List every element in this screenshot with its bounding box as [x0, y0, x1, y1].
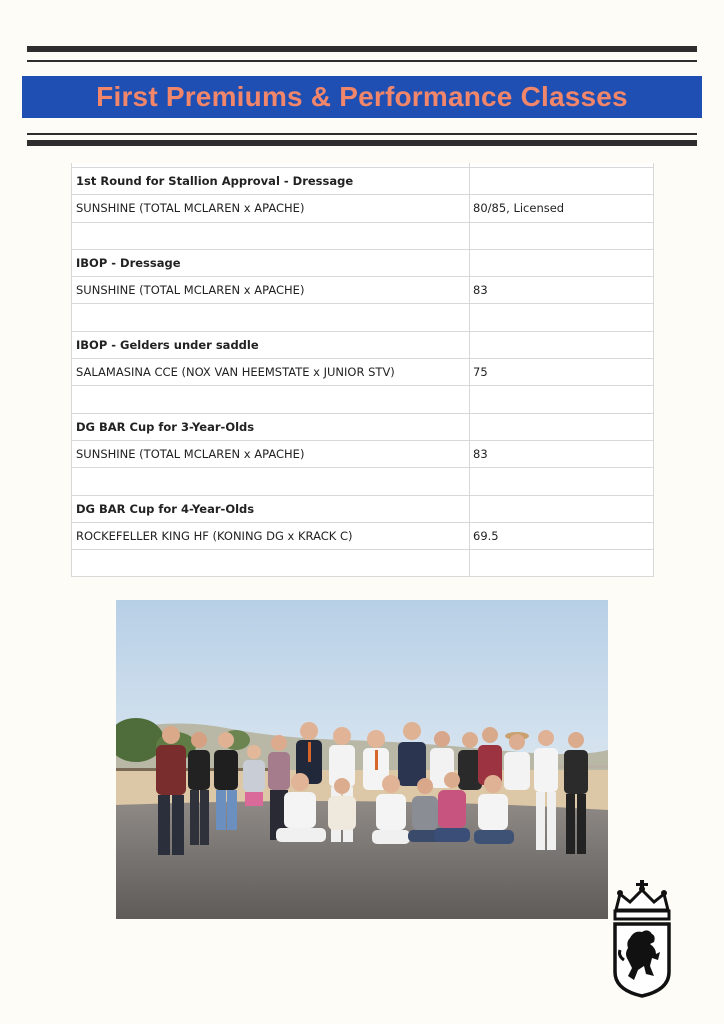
score: 83	[470, 277, 654, 304]
spacer-row	[72, 468, 654, 495]
class-heading: IBOP - Gelders under saddle	[72, 331, 470, 358]
result-row	[72, 277, 654, 304]
spacer-row	[72, 222, 654, 249]
spacer-row	[72, 304, 654, 331]
horse-name: SALAMASINA CCE (NOX VAN HEEMSTATE x JUNIOR STV)	[72, 359, 470, 386]
class-heading: IBOP - Dressage	[72, 249, 470, 276]
horse-name: SUNSHINE (TOTAL MCLAREN x APACHE)	[72, 440, 470, 467]
class-heading-row	[72, 413, 654, 440]
score: 69.5	[470, 522, 654, 549]
class-heading-row	[72, 168, 654, 195]
group-photo	[116, 600, 608, 919]
horse-name: SUNSHINE (TOTAL MCLAREN x APACHE)	[72, 195, 470, 222]
horse-name: ROCKEFELLER KING HF (KONING DG x KRACK C)	[72, 522, 470, 549]
top-rule-thick	[27, 46, 697, 52]
result-row	[72, 359, 654, 386]
result-row	[72, 195, 654, 222]
spacer-row	[72, 386, 654, 413]
spacer-row	[72, 550, 654, 577]
results-table	[71, 163, 654, 577]
result-row	[72, 522, 654, 549]
class-heading-row	[72, 249, 654, 276]
page-title: First Premiums & Performance Classes	[96, 81, 628, 112]
crowned-lion-crest-icon	[610, 880, 674, 998]
top-rule-thin	[27, 60, 697, 62]
crest-logo	[610, 880, 674, 998]
class-heading-row	[72, 331, 654, 358]
group-photo-illustration	[116, 600, 608, 919]
title-banner	[22, 76, 702, 118]
bottom-rule-thick	[27, 140, 697, 146]
class-heading: DG BAR Cup for 3-Year-Olds	[72, 413, 470, 440]
score: 75	[470, 359, 654, 386]
score: 83	[470, 440, 654, 467]
class-heading: 1st Round for Stallion Approval - Dressage	[72, 168, 470, 195]
class-heading-row	[72, 495, 654, 522]
bottom-rule-thin	[27, 133, 697, 135]
class-heading: DG BAR Cup for 4-Year-Olds	[72, 495, 470, 522]
horse-name: SUNSHINE (TOTAL MCLAREN x APACHE)	[72, 277, 470, 304]
result-row	[72, 440, 654, 467]
score: 80/85, Licensed	[470, 195, 654, 222]
